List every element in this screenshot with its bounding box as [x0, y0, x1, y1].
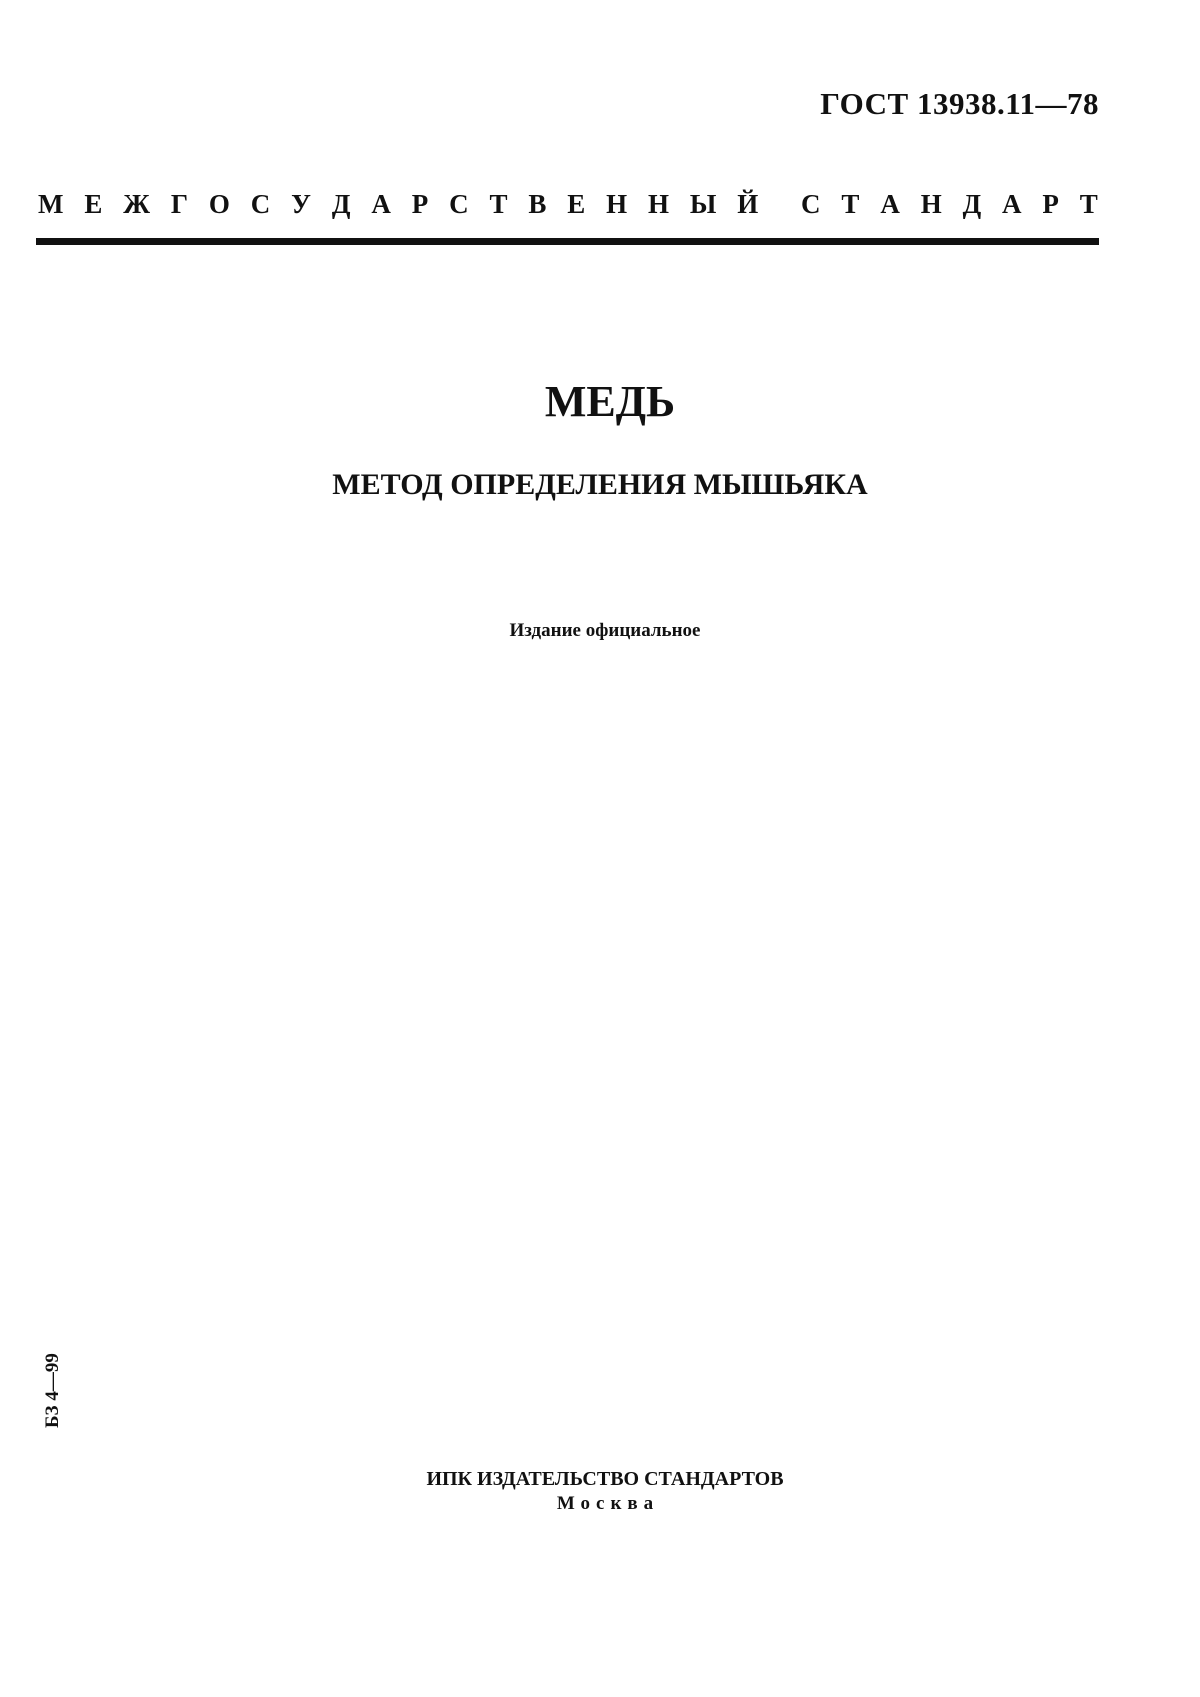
publisher-city: Москва: [556, 1493, 660, 1514]
side-code: БЗ 4—99: [42, 1353, 63, 1428]
interstate-letter: Р: [411, 189, 429, 219]
interstate-letter: Р: [1042, 189, 1059, 219]
interstate-letter: У: [291, 189, 311, 219]
document-subtitle: МЕТОД ОПРЕДЕЛЕНИЯ МЫШЬЯКА: [332, 468, 868, 501]
interstate-letter: А: [371, 189, 391, 219]
interstate-letter: Д: [331, 189, 351, 219]
interstate-letter: Т: [1079, 189, 1098, 219]
interstate-letter: Г: [170, 189, 189, 219]
interstate-letter: Т: [841, 189, 860, 219]
publisher-name: ИПК ИЗДАТЕЛЬСТВО СТАНДАРТОВ: [426, 1468, 784, 1490]
interstate-letter: С: [250, 189, 271, 219]
interstate-standard-label: [38, 189, 1098, 220]
interstate-letter: Е: [567, 189, 586, 219]
word-gap: [779, 189, 780, 220]
interstate-letter: А: [880, 189, 900, 219]
interstate-letter: С: [449, 189, 469, 219]
interstate-letter: В: [528, 189, 547, 219]
interstate-letter: Д: [962, 189, 982, 219]
interstate-letter: Е: [84, 189, 103, 219]
interstate-letter: О: [208, 189, 230, 219]
interstate-letter: Н: [920, 189, 942, 219]
interstate-letter: Н: [648, 189, 670, 219]
interstate-letter: С: [801, 189, 821, 219]
interstate-letter: Ы: [689, 189, 717, 219]
interstate-letter: М: [38, 189, 64, 219]
interstate-letter: Ж: [123, 189, 150, 219]
interstate-letter: А: [1002, 189, 1022, 219]
header-rule: [36, 238, 1099, 245]
interstate-letter: Т: [489, 189, 508, 219]
interstate-letter: Н: [606, 189, 628, 219]
interstate-letter: Й: [737, 189, 759, 219]
document-title: МЕДЬ: [544, 377, 676, 426]
standard-number: ГОСТ 13938.11—78: [820, 86, 1099, 121]
edition-note: Издание официальное: [509, 620, 701, 641]
